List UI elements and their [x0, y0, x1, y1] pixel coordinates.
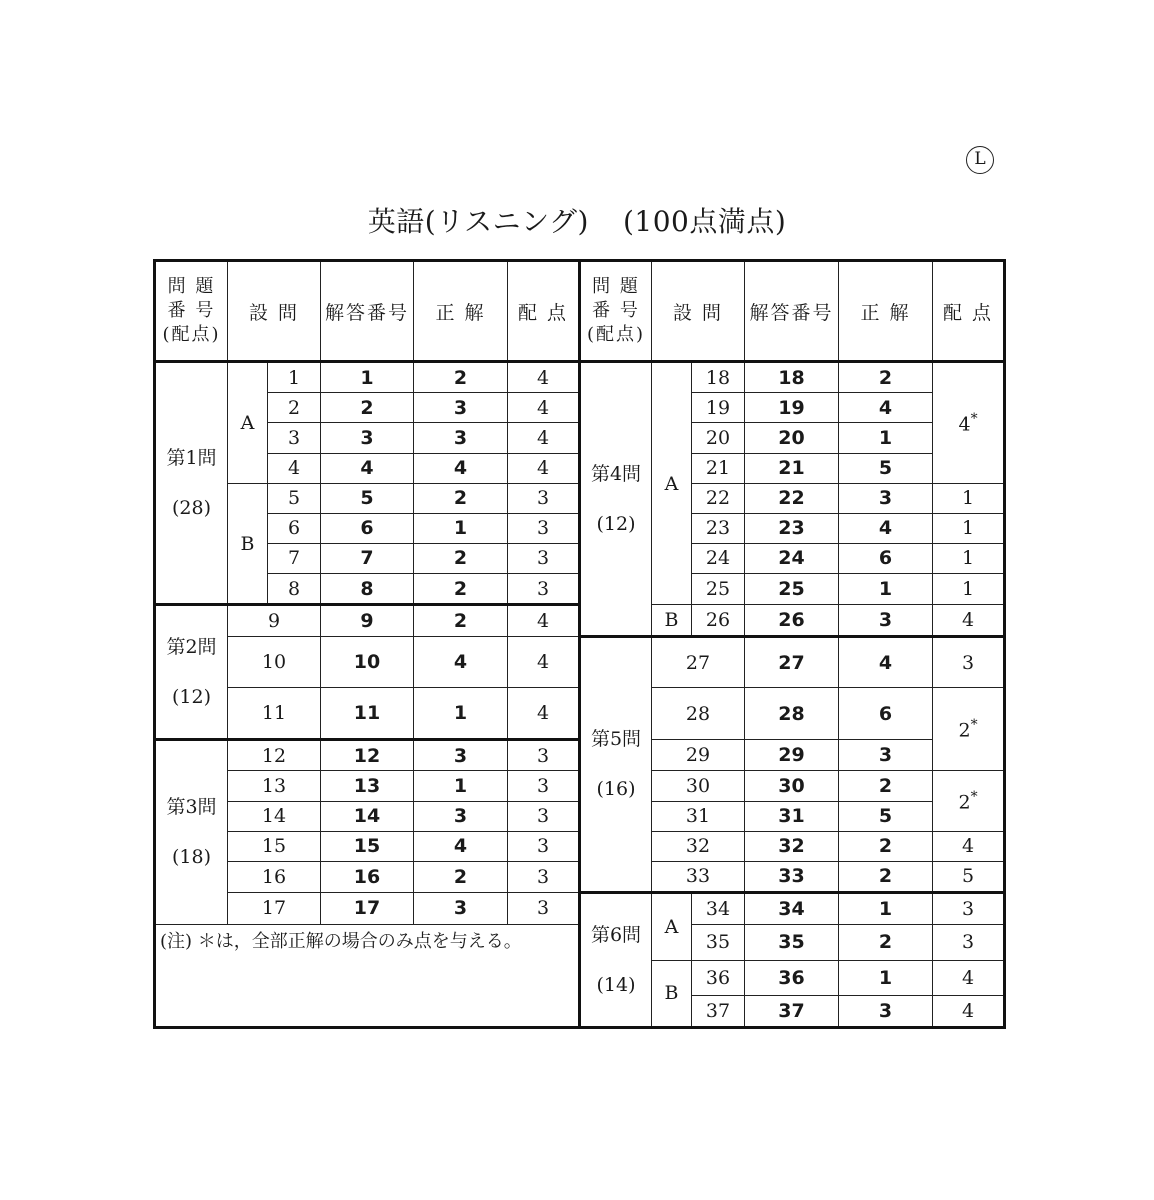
answer-number: 10 [321, 636, 414, 688]
points: 3 [508, 573, 580, 604]
question-number: 20 [692, 423, 745, 453]
correct-answer: 2 [839, 362, 933, 393]
section-points: (12) [171, 686, 211, 709]
correct-answer: 2 [414, 605, 508, 636]
points-merged [933, 771, 1005, 831]
asterisk: * [970, 788, 978, 805]
section-name: 第3問 [166, 796, 217, 819]
answer-number: 35 [745, 924, 839, 960]
points: 3 [508, 831, 580, 861]
question-number: 18 [692, 362, 745, 393]
answer-number: 28 [745, 688, 839, 740]
correct-answer: 3 [839, 996, 933, 1028]
question-number: 16 [228, 861, 321, 892]
correct-answer: 2 [414, 483, 508, 513]
points: 4 [508, 423, 580, 453]
answer-number: 15 [321, 831, 414, 861]
correct-answer: 4 [414, 453, 508, 483]
answer-number: 13 [321, 771, 414, 801]
section-name: 第1問 [166, 447, 217, 470]
question-number: 34 [692, 893, 745, 924]
correct-answer: 3 [414, 423, 508, 453]
correct-answer: 1 [414, 771, 508, 801]
correct-answer: 6 [839, 543, 933, 573]
question-number: 21 [692, 453, 745, 483]
correct-answer: 4 [839, 636, 933, 688]
question-number: 17 [228, 893, 321, 924]
header-problem-line1: 問 題 [592, 276, 640, 297]
header-points-right: 配 点 [933, 261, 1005, 362]
points: 1 [933, 513, 1005, 543]
correct-answer: 5 [839, 801, 933, 831]
question-number: 2 [268, 393, 321, 423]
points: 3 [933, 893, 1005, 924]
correct-answer: 3 [414, 740, 508, 771]
part-a: A [652, 362, 692, 605]
section-points: (28) [171, 497, 211, 520]
header-question-right: 設 問 [652, 261, 745, 362]
answer-number: 24 [745, 543, 839, 573]
correct-answer: 2 [414, 362, 508, 393]
answer-number: 32 [745, 831, 839, 861]
question-number: 4 [268, 453, 321, 483]
answer-number: 17 [321, 893, 414, 924]
question-number: 33 [652, 861, 745, 892]
answer-number: 26 [745, 605, 839, 636]
points: 3 [508, 771, 580, 801]
correct-answer: 1 [414, 513, 508, 543]
points: 4 [933, 996, 1005, 1028]
answer-number: 27 [745, 636, 839, 688]
section-6-label [580, 893, 652, 1028]
section-name: 第4問 [590, 462, 642, 485]
title-subject: 英語(リスニング) [367, 205, 589, 238]
question-number: 26 [692, 605, 745, 636]
points-merged [933, 362, 1005, 484]
answer-number: 37 [745, 996, 839, 1028]
points: 3 [508, 893, 580, 924]
points: 4 [508, 393, 580, 423]
points: 4 [933, 960, 1005, 996]
answer-number: 16 [321, 861, 414, 892]
correct-answer: 1 [839, 423, 933, 453]
section-name: 第2問 [166, 636, 217, 659]
points-value: 4 [958, 413, 971, 435]
points: 1 [933, 543, 1005, 573]
question-number: 10 [228, 636, 321, 688]
question-number: 12 [228, 740, 321, 771]
points: 4 [508, 362, 580, 393]
correct-answer: 2 [839, 831, 933, 861]
header-points-left: 配 点 [508, 261, 580, 362]
correct-answer: 4 [414, 831, 508, 861]
part-b: B [228, 483, 268, 605]
question-number: 15 [228, 831, 321, 861]
question-number: 1 [268, 362, 321, 393]
section-5-label [580, 636, 652, 892]
points: 3 [508, 801, 580, 831]
section-name: 第6問 [590, 924, 642, 947]
header-problem-line2: 番 号 [167, 300, 216, 321]
answer-number: 20 [745, 423, 839, 453]
asterisk: * [970, 717, 978, 734]
answer-number: 11 [321, 688, 414, 740]
question-number: 5 [268, 483, 321, 513]
header-row [155, 261, 1005, 362]
correct-answer: 2 [414, 573, 508, 604]
correct-answer: 2 [414, 543, 508, 573]
answer-table [153, 259, 1006, 1029]
section-3-label [155, 740, 228, 924]
question-number: 19 [692, 393, 745, 423]
answer-number: 2 [321, 393, 414, 423]
points: 3 [508, 483, 580, 513]
answer-number: 5 [321, 483, 414, 513]
question-number: 14 [228, 801, 321, 831]
section-1-label [155, 362, 228, 605]
header-correct-left: 正 解 [414, 261, 508, 362]
question-number: 22 [692, 483, 745, 513]
section-points: (18) [171, 846, 211, 869]
question-number: 6 [268, 513, 321, 543]
question-number: 30 [652, 771, 745, 801]
table-row [155, 893, 1005, 924]
section-points: (16) [596, 778, 636, 801]
question-number: 7 [268, 543, 321, 573]
points: 3 [508, 513, 580, 543]
section-points: (14) [596, 974, 636, 997]
header-answer-no-left: 解答番号 [321, 261, 414, 362]
answer-number: 19 [745, 393, 839, 423]
points-merged [933, 688, 1005, 771]
table-row [155, 636, 1005, 688]
header-problem-line3: (配点) [162, 324, 221, 345]
part-b: B [652, 605, 692, 636]
answer-number: 3 [321, 423, 414, 453]
correct-answer: 3 [414, 893, 508, 924]
answer-number: 9 [321, 605, 414, 636]
header-problem-line1: 問 題 [167, 276, 216, 297]
points: 4 [933, 831, 1005, 861]
answer-number: 23 [745, 513, 839, 543]
section-points: (12) [596, 512, 636, 535]
question-number: 25 [692, 573, 745, 604]
points: 4 [508, 453, 580, 483]
correct-answer: 3 [839, 740, 933, 771]
question-number: 29 [652, 740, 745, 771]
correct-answer: 5 [839, 453, 933, 483]
header-problem-line3: (配点) [586, 324, 646, 345]
table-row [155, 362, 1005, 393]
correct-answer: 6 [839, 688, 933, 740]
answer-number: 29 [745, 740, 839, 771]
page-title [0, 200, 1154, 240]
header-problem-line2: 番 号 [592, 300, 640, 321]
question-number: 37 [692, 996, 745, 1028]
answer-number: 31 [745, 801, 839, 831]
correct-answer: 1 [839, 573, 933, 604]
question-number: 28 [652, 688, 745, 740]
question-number: 35 [692, 924, 745, 960]
points: 3 [508, 861, 580, 892]
question-number: 24 [692, 543, 745, 573]
points: 1 [933, 573, 1005, 604]
question-number: 31 [652, 801, 745, 831]
question-number: 32 [652, 831, 745, 861]
points-value: 2 [958, 791, 971, 814]
answer-number: 12 [321, 740, 414, 771]
footnote: (注) ＊は，全部正解の場合のみ点を与える。 [155, 924, 580, 1027]
title-full-score: (100点満点) [622, 205, 787, 238]
correct-answer: 3 [414, 393, 508, 423]
answer-number: 22 [745, 483, 839, 513]
question-number: 8 [268, 573, 321, 604]
points: 5 [933, 861, 1005, 892]
question-number: 36 [692, 960, 745, 996]
answer-number: 21 [745, 453, 839, 483]
part-a: A [652, 893, 692, 960]
header-correct-right: 正 解 [839, 261, 933, 362]
correct-answer: 1 [839, 893, 933, 924]
correct-answer: 2 [839, 924, 933, 960]
correct-answer: 1 [839, 960, 933, 996]
part-b: B [652, 960, 692, 1028]
header-problem-right [580, 261, 652, 362]
question-number: 27 [652, 636, 745, 688]
question-number: 3 [268, 423, 321, 453]
correct-answer: 2 [839, 771, 933, 801]
points: 3 [933, 924, 1005, 960]
correct-answer: 3 [839, 605, 933, 636]
correct-answer: 3 [839, 483, 933, 513]
question-number: 11 [228, 688, 321, 740]
section-4-label [580, 362, 652, 637]
part-a: A [228, 362, 268, 484]
points: 4 [933, 605, 1005, 636]
correct-answer: 3 [414, 801, 508, 831]
points: 3 [933, 636, 1005, 688]
answer-number: 7 [321, 543, 414, 573]
points-value: 2 [958, 719, 971, 742]
answer-number: 1 [321, 362, 414, 393]
answer-number: 30 [745, 771, 839, 801]
header-question-left: 設 問 [228, 261, 321, 362]
answer-number: 8 [321, 573, 414, 604]
correct-answer: 4 [839, 513, 933, 543]
question-number: 13 [228, 771, 321, 801]
section-name: 第5問 [590, 728, 642, 751]
answer-number: 4 [321, 453, 414, 483]
correct-answer: 2 [839, 861, 933, 892]
answer-number: 18 [745, 362, 839, 393]
question-number: 9 [228, 605, 321, 636]
points: 4 [508, 688, 580, 740]
answer-number: 34 [745, 893, 839, 924]
header-problem-left [155, 261, 228, 362]
answer-number: 6 [321, 513, 414, 543]
answer-number: 25 [745, 573, 839, 604]
points: 4 [508, 605, 580, 636]
correct-answer: 4 [414, 636, 508, 688]
section-2-label [155, 605, 228, 740]
circled-letter-mark: L [966, 146, 994, 174]
correct-answer: 2 [414, 861, 508, 892]
answer-number: 36 [745, 960, 839, 996]
question-number: 23 [692, 513, 745, 543]
answer-number: 14 [321, 801, 414, 831]
points: 3 [508, 543, 580, 573]
header-answer-no-right: 解答番号 [745, 261, 839, 362]
points: 3 [508, 740, 580, 771]
answer-number: 33 [745, 861, 839, 892]
correct-answer: 1 [414, 688, 508, 740]
asterisk: * [970, 410, 978, 427]
correct-answer: 4 [839, 393, 933, 423]
points: 4 [508, 636, 580, 688]
points: 1 [933, 483, 1005, 513]
